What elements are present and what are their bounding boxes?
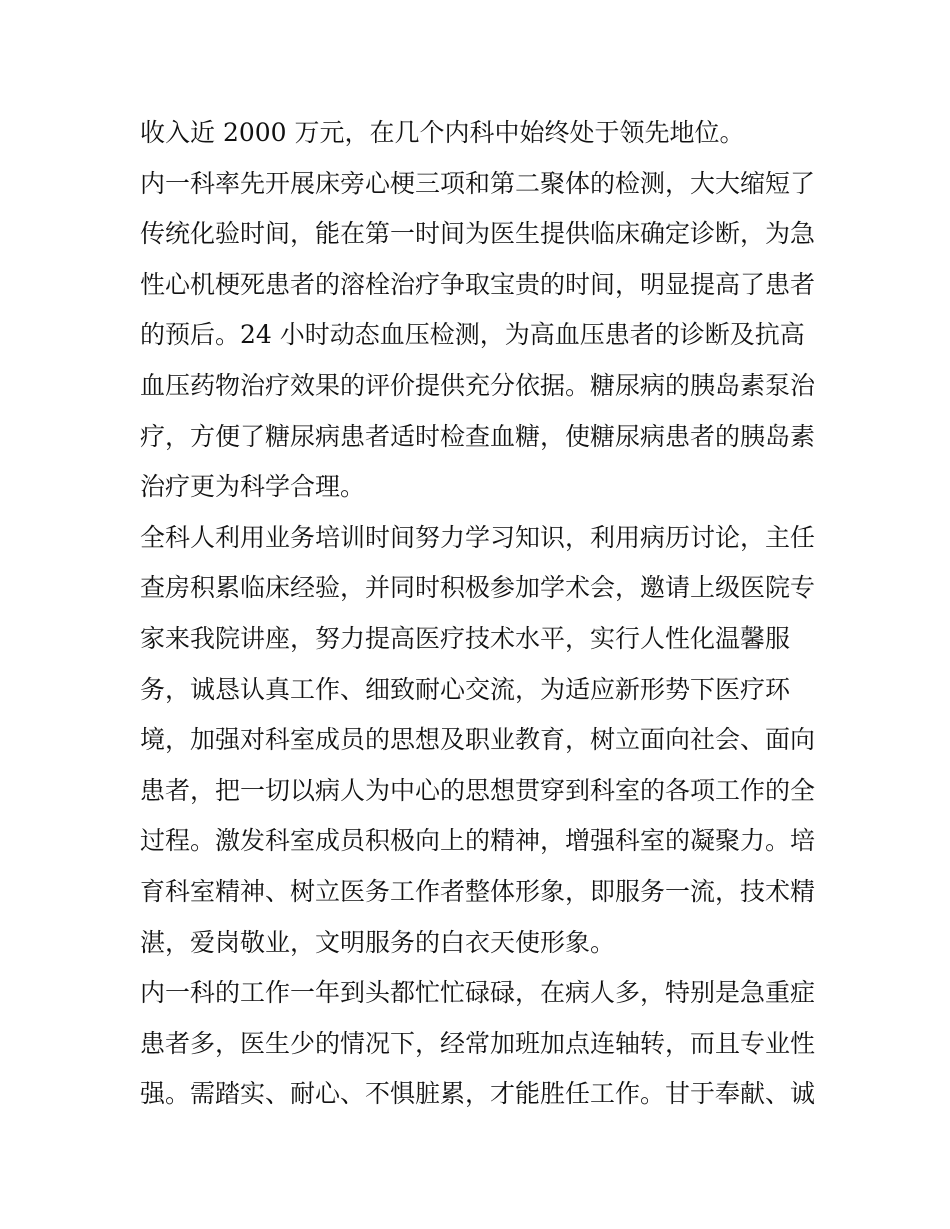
- text-line: 患者多，医生少的情况下，经常加班加点连轴转，而且专业性: [140, 1028, 816, 1058]
- text-line: 湛，爱岗敬业，文明服务的白衣天使形象。: [140, 927, 616, 957]
- text-line: 患者，把一切以病人为中心的思想贯穿到科室的各项工作的全: [140, 775, 816, 805]
- text-line: 务，诚恳认真工作、细致耐心交流，为适应新形势下医疗环: [140, 674, 791, 704]
- document-body: [140, 108, 820, 1120]
- text-line: 境，加强对科室成员的思想及职业教育，树立面向社会、面向: [140, 725, 816, 755]
- text-line: 查房积累临床经验，并同时积极参加学术会，邀请上级医院专: [140, 573, 816, 603]
- text-line: 育科室精神、树立医务工作者整体形象，即服务一流，技术精: [140, 876, 816, 906]
- text-line: 内一科率先开展床旁心梗三项和第二聚体的检测，大大缩短了: [140, 168, 816, 198]
- text-line: 家来我院讲座，努力提高医疗技术水平，实行人性化温馨服: [140, 623, 791, 653]
- text-line: 血压药物治疗效果的评价提供充分依据。糖尿病的胰岛素泵治: [140, 370, 816, 400]
- text-line: 治疗更为科学合理。: [140, 472, 366, 502]
- text-line: 收入近 2000 万元，在几个内科中始终处于领先地位。: [140, 118, 745, 147]
- text-line: 强。需踏实、耐心、不惧脏累，才能胜任工作。甘于奉献、诚: [140, 1079, 816, 1109]
- text-line: 全科人利用业务培训时间努力学习知识，利用病历讨论，主任: [140, 522, 816, 552]
- text-line: 疗，方便了糖尿病患者适时检查血糖，使糖尿病患者的胰岛素: [140, 421, 816, 451]
- text-line: 的预后。24 小时动态血压检测，为高血压患者的诊断及抗高: [140, 320, 805, 350]
- text-line: 内一科的工作一年到头都忙忙碌碌，在病人多，特别是急重症: [140, 978, 816, 1008]
- text-line: 过程。激发科室成员积极向上的精神，增强科室的凝聚力。培: [140, 826, 816, 856]
- text-line: 传统化验时间，能在第一时间为医生提供临床确定诊断，为急: [140, 219, 816, 249]
- text-line: 性心机梗死患者的溶栓治疗争取宝贵的时间，明显提高了患者: [140, 269, 816, 299]
